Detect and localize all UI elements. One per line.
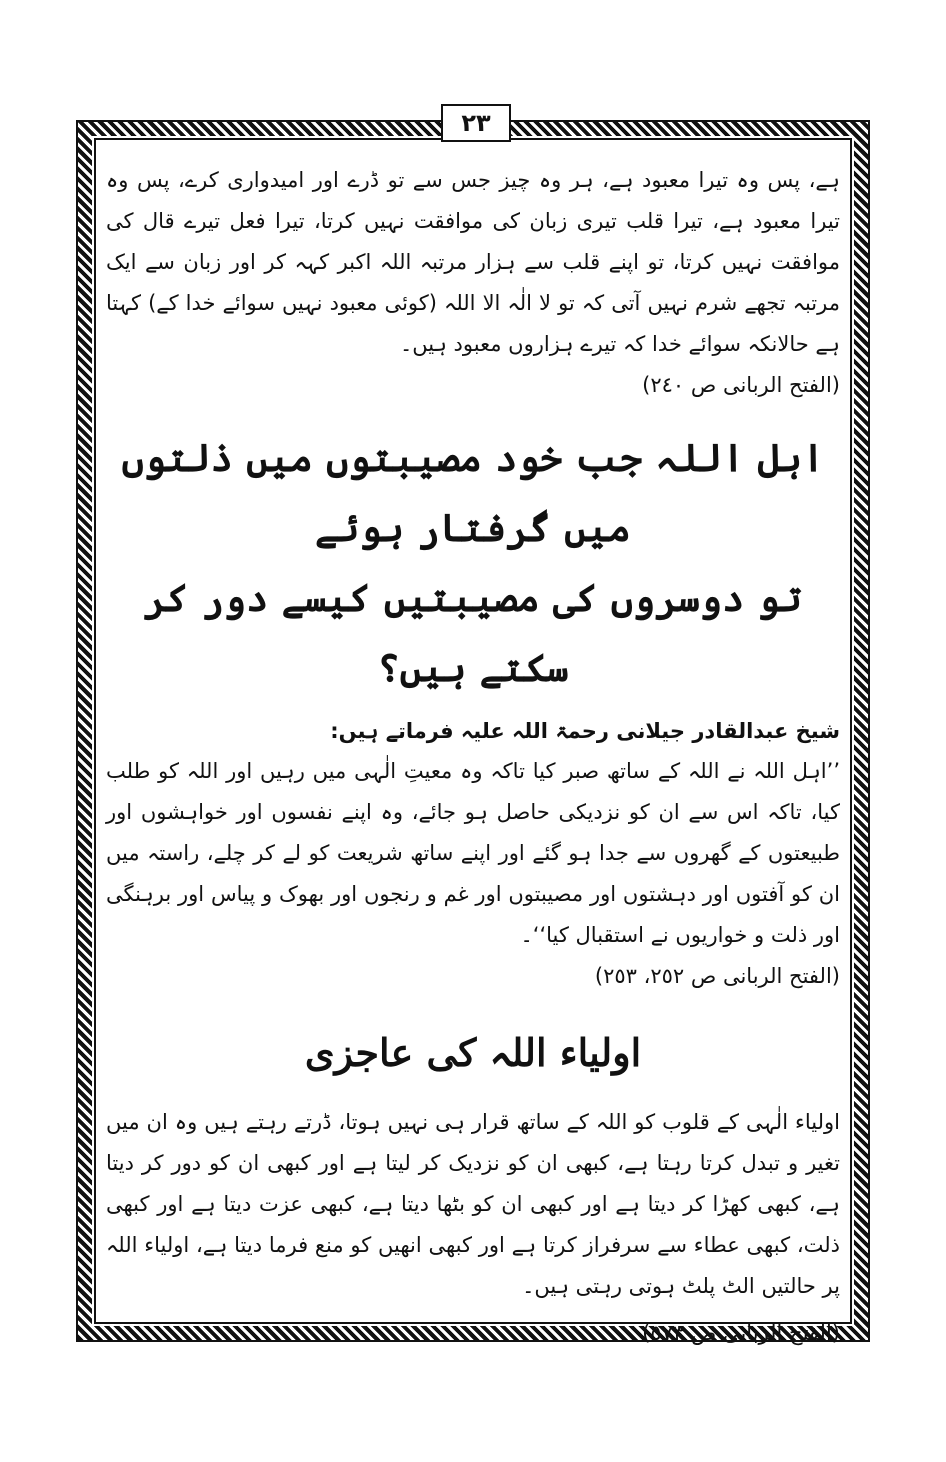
- section2-paragraph: ’’اہل اللہ نے اللہ کے ساتھ صبر کیا تاکہ وہ معیتِ الٰہی میں رہیں اور اللہ کو طلب کیا، تاکہ اس سے ان کو نزدیکی حاصل ہو جائے، وہ اپنے نفسوں اور خواہشوں اور طبیعتوں کے گھروں سے جدا ہو گئے اور اپنے ساتھ شریعت کو لے کر چلے، راستہ میں ان کو آفتوں اور دہشتوں اور مصیبتوں اور غم و رنجوں اور بھوک و پیاس اور برہنگی اور ذلت و خواریوں نے استقبال کیا‘‘۔: [106, 759, 840, 947]
- section3-heading: اولیاء اللہ کی عاجزی: [304, 1030, 642, 1075]
- section1-reference: (الفتح الربانی ص ٢٤٠): [642, 373, 840, 397]
- section2-intro: شیخ عبدالقادر جیلانی رحمۃ اللہ علیہ فرماتے ہیں:: [330, 719, 840, 743]
- section2-heading-line1: اہل اللہ جب خود مصیبتوں میں ذلتوں میں گرفتار ہوئے: [121, 435, 825, 550]
- section2-heading-line2: تو دوسروں کی مصیبتیں کیسے دور کر سکتے ہیں؟: [143, 575, 803, 690]
- page-content: [100, 160, 846, 1353]
- section1-paragraph: ہے، پس وہ تیرا معبود ہے، ہر وہ چیز جس سے تو ڈرے اور امیدواری کرے، پس وہ تیرا معبود ہے، تیرا قلب تیری زبان کی موافقت نہیں کرتا، تیرا فعل تیرے قال کی موافقت نہیں کرتا، تو اپنے قلب سے ہزار مرتبہ اللہ اکبر کہہ کر اور زبان سے ایک مرتبہ تجھے شرم نہیں آتی کہ تو لا الٰہ الا اللہ (کوئی معبود نہیں سوائے خدا کے) کہتا ہے حالانکہ سوائے خدا کہ تیرے ہزاروں معبود ہیں۔: [106, 168, 840, 356]
- section3-paragraph: اولیاء الٰہی کے قلوب کو اللہ کے ساتھ قرار ہی نہیں ہوتا، ڈرتے رہتے ہیں وہ ان میں تغیر و تبدل کرتا رہتا ہے، کبھی ان کو نزدیک کر لیتا ہے اور کبھی ان کو دور کر دیتا ہے، کبھی کھڑا کر دیتا ہے اور کبھی ان کو بٹھا دیتا ہے، کبھی عزت دیتا ہے اور کبھی ذلت، کبھی عطاء سے سرفراز کرتا ہے اور کبھی انھیں کو منع فرما دیتا ہے، اولیاء اللہ پر حالتیں الٹ پلٹ ہوتی رہتی ہیں۔: [106, 1110, 840, 1298]
- section2-reference: (الفتح الربانی ص ٢٥٢، ٢٥٣): [594, 964, 840, 988]
- page-number: ٢٣: [441, 104, 511, 142]
- section3-reference: (الفتح الربانی ص ٥٧٣): [642, 1321, 840, 1345]
